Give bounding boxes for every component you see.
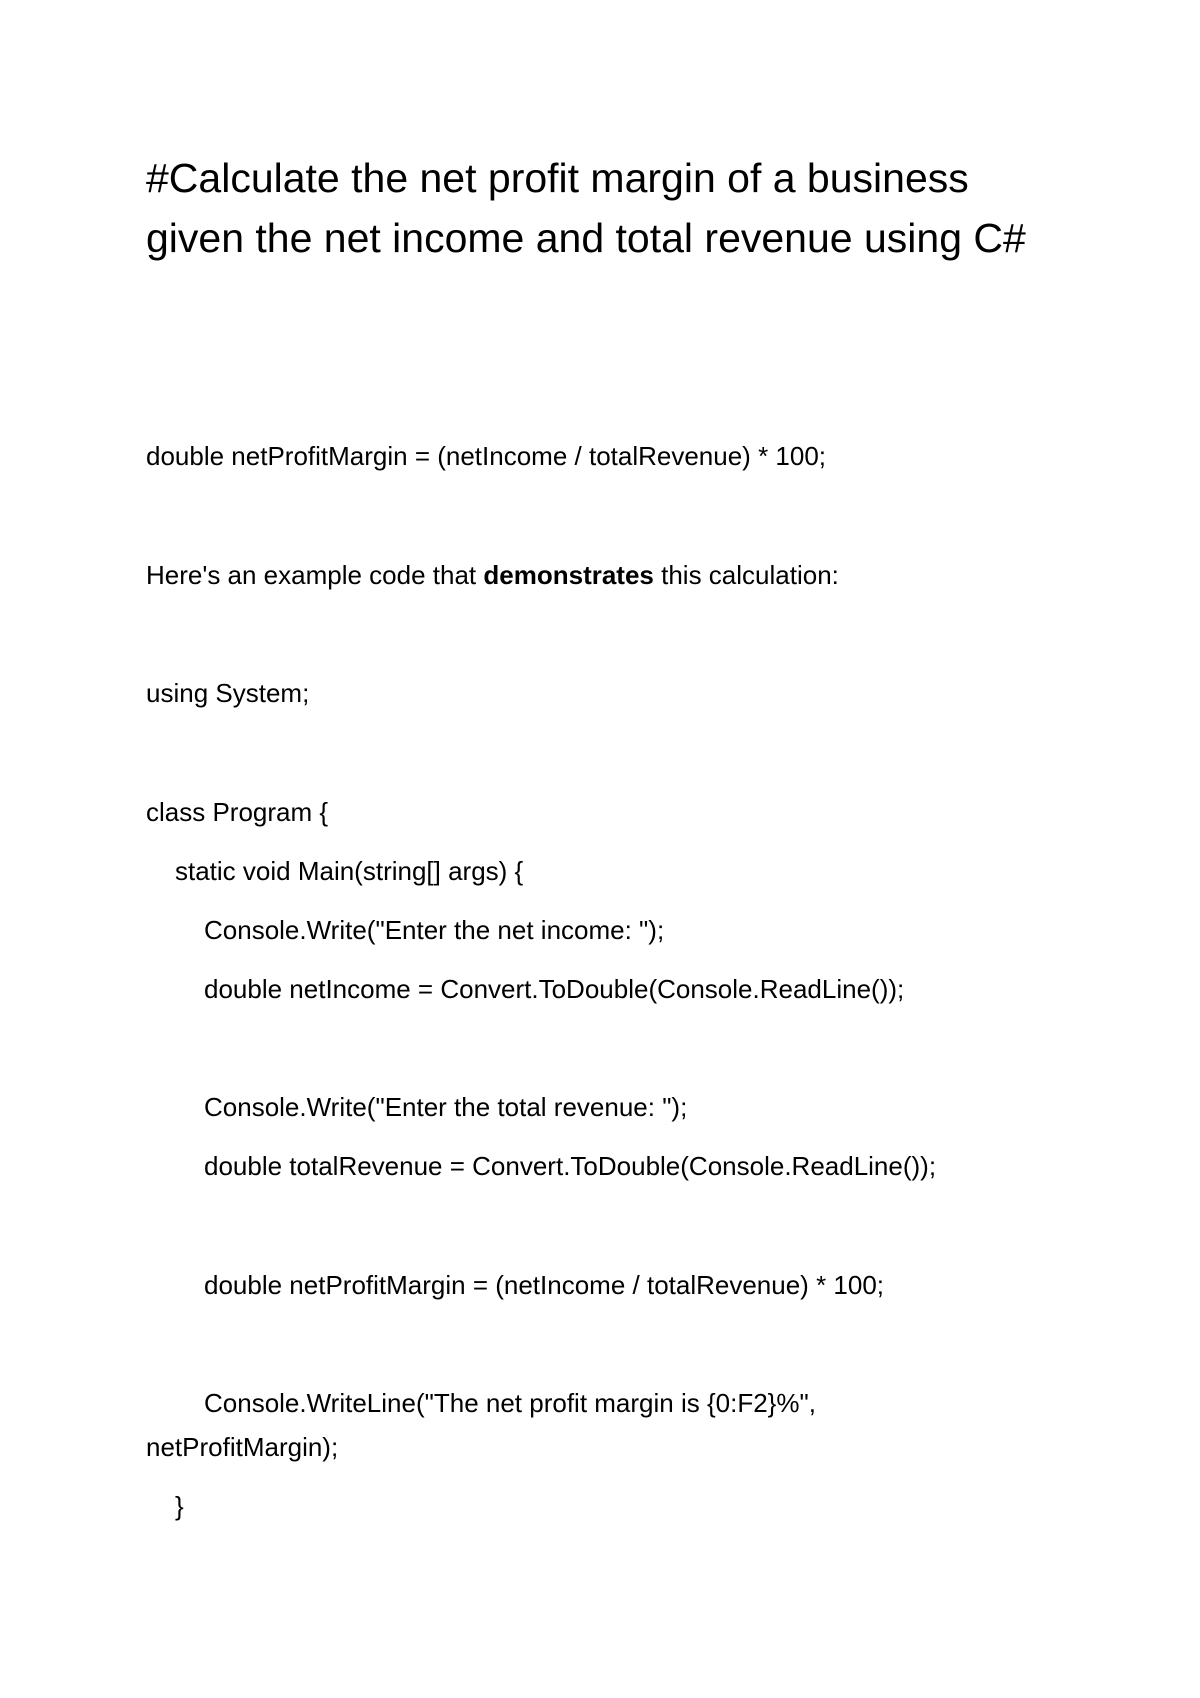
code-main-close: } bbox=[175, 1491, 184, 1521]
code-prompt-revenue: Console.Write("Enter the total revenue: "); bbox=[204, 1092, 688, 1122]
code-main-open: static void Main(string[] args) { bbox=[175, 856, 524, 886]
code-read-revenue: double totalRevenue = Convert.ToDouble(Console.ReadLine()); bbox=[204, 1151, 937, 1181]
code-output-line-2: netProfitMargin); bbox=[146, 1432, 339, 1462]
formula-line: double netProfitMargin = (netIncome / totalRevenue) * 100; bbox=[146, 441, 827, 471]
intro-text-before: Here's an example code that bbox=[146, 560, 484, 590]
intro-paragraph bbox=[146, 559, 839, 591]
intro-bold-word: demonstrates bbox=[483, 560, 654, 590]
document-title: #Calculate the net profit margin of a business given the net income and total revenue using C# bbox=[146, 155, 1026, 261]
code-class-open: class Program { bbox=[146, 797, 329, 827]
code-calc-line: double netProfitMargin = (netIncome / totalRevenue) * 100; bbox=[204, 1270, 885, 1300]
intro-text-after: this calculation: bbox=[653, 560, 839, 590]
code-using-line: using System; bbox=[146, 678, 310, 708]
code-prompt-income: Console.Write("Enter the net income: "); bbox=[204, 915, 665, 945]
code-read-income: double netIncome = Convert.ToDouble(Console.ReadLine()); bbox=[204, 974, 905, 1004]
code-output-line-1: Console.WriteLine("The net profit margin is {0:F2}%", bbox=[204, 1388, 816, 1418]
